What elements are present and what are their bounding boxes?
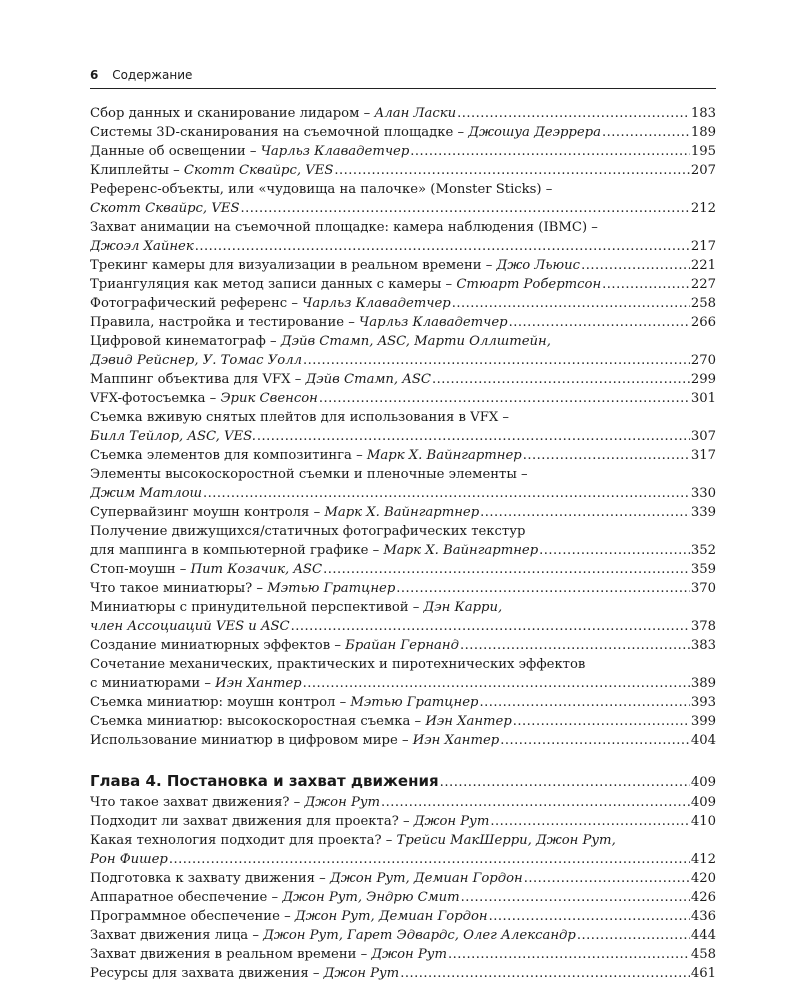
entry-page-number: 207 [690, 163, 716, 178]
entry-author: Джон Рут [371, 947, 447, 962]
toc-entry-text [90, 123, 601, 142]
dot-leader [480, 503, 690, 522]
toc-entry-line [90, 560, 716, 579]
entry-page-number: 227 [690, 277, 716, 292]
entry-title: Трекинг камеры для визуализации в реальном времени – [90, 258, 497, 273]
chapter-title: Глава 4. Постановка и захват движения [90, 772, 439, 790]
dot-leader [323, 560, 690, 579]
entry-title: Маппинг объектива для VFX – [90, 372, 306, 387]
dot-leader [490, 812, 690, 831]
entry-title: Триангуляция как метод записи данных с камеры – [90, 277, 457, 292]
toc-entry-line [90, 793, 716, 812]
toc-entry[interactable] [90, 218, 716, 256]
entry-title: Захват анимации на съемочной площадке: камера наблюдения (IBMC) – [90, 220, 598, 235]
entry-page-number: 378 [690, 619, 716, 634]
toc-entry-line [90, 313, 716, 332]
toc-entry-text [90, 831, 616, 850]
entry-page-number: 420 [690, 871, 716, 886]
entry-title: Референс-объекты, или «чудовища на палочке» (Monster Sticks) – [90, 182, 553, 197]
toc-entry[interactable] [90, 161, 716, 180]
toc-entry-line [90, 503, 716, 522]
entry-page-number: 299 [690, 372, 716, 387]
entry-title: Стоп-моушн – [90, 562, 191, 577]
toc-entry-line [90, 869, 716, 888]
toc-entry-line [90, 370, 716, 389]
dot-leader [319, 389, 690, 408]
toc-entry-text [90, 389, 318, 408]
entry-page-number: 409 [690, 795, 716, 810]
entry-title: Использование миниатюр в цифровом мире – [90, 733, 413, 748]
toc-entry-line [90, 427, 716, 446]
running-header [90, 66, 716, 89]
entry-title: Данные об освещении – [90, 144, 261, 159]
entry-author: Джон Рут [413, 814, 490, 829]
toc-entry-text [90, 693, 478, 712]
entry-author: Скотт Сквайрс, VES [90, 201, 240, 216]
toc-entry[interactable] [90, 793, 716, 812]
entry-author: член Ассоциаций VES и ASC [90, 619, 290, 634]
toc-entry-line [90, 888, 716, 907]
toc-entry-text [90, 332, 551, 351]
toc-entry-line [90, 294, 716, 313]
toc-entry[interactable] [90, 964, 716, 983]
toc-entry[interactable] [90, 332, 716, 370]
dot-leader [448, 945, 690, 964]
dot-leader [461, 888, 690, 907]
toc-entry-line [90, 812, 716, 831]
running-title: Содержание [112, 68, 193, 82]
entry-author: Марк Х. Вайнгартнер [324, 505, 480, 520]
entry-page-number: 258 [690, 296, 716, 311]
toc-entry[interactable] [90, 731, 716, 750]
chapter-page-number: 409 [690, 775, 716, 790]
toc-entry-text [90, 180, 552, 199]
entry-author: Рон Фишер [90, 852, 168, 867]
toc-entry-line [90, 104, 716, 123]
entry-title: Захват движения в реальном времени – [90, 947, 372, 962]
toc-entry-text [90, 294, 451, 313]
toc-entry-line [90, 831, 716, 850]
toc-entry-text [90, 964, 399, 983]
entry-title: Супервайзинг моушн контроля – [90, 505, 325, 520]
toc-entry[interactable] [90, 142, 716, 161]
entry-author: Марк Х. Вайнгартнер [383, 543, 539, 558]
toc-entry-text [90, 712, 512, 731]
toc-entry-text [90, 850, 168, 869]
dot-leader [203, 484, 690, 503]
entry-title: Создание миниатюрных эффектов – [90, 638, 346, 653]
entry-page-number: 217 [690, 239, 716, 254]
entry-author: Джон Рут, Демиан Гордон [329, 871, 523, 886]
entry-author: Чарльз Клавадетчер [302, 296, 451, 311]
toc-entry-line [90, 522, 716, 541]
entry-author: Джон Рут [323, 966, 400, 981]
toc-entry-line [90, 617, 716, 636]
toc-entry-text [90, 926, 576, 945]
toc-entry-line [90, 161, 716, 180]
toc-entry[interactable] [90, 888, 716, 907]
entry-title: для маппинга в компьютерной графике – [90, 543, 384, 558]
entry-title: Что такое захват движения? – [90, 795, 305, 810]
toc-entry-text [90, 907, 488, 926]
entry-page-number: 352 [690, 543, 716, 558]
entry-page-number: 404 [690, 733, 716, 748]
table-of-contents [90, 104, 716, 983]
toc-entry-line [90, 926, 716, 945]
entry-title: Захват движения лица – [90, 928, 264, 943]
toc-entry-line [90, 674, 716, 693]
entry-page-number: 458 [690, 947, 716, 962]
entry-author: Дэвид Рейснер, У. Томас Уолл [90, 353, 302, 368]
entry-page-number: 399 [690, 714, 716, 729]
entry-title: Элементы высокоскоростной съемки и пленочные элементы – [90, 467, 528, 482]
entry-author: Джим Матлош [90, 486, 203, 501]
entry-page-number: 270 [690, 353, 716, 368]
dot-leader [440, 771, 690, 795]
toc-entry-text [90, 446, 522, 465]
toc-entry-line [90, 351, 716, 370]
toc-entry[interactable] [90, 926, 716, 945]
toc-entry[interactable] [90, 579, 716, 598]
entry-title: Ресурсы для захвата движения – [90, 966, 324, 981]
toc-entry[interactable] [90, 180, 716, 218]
toc-entry[interactable] [90, 560, 716, 579]
toc-entry-text [90, 522, 525, 541]
dot-leader [479, 693, 689, 712]
entry-page-number: 266 [690, 315, 716, 330]
entry-title: Фотографический референс – [90, 296, 303, 311]
dot-leader [513, 712, 690, 731]
toc-entry-line [90, 693, 716, 712]
entry-title: Получение движущихся/статичных фотографических текстур [90, 524, 526, 539]
toc-entry[interactable] [90, 389, 716, 408]
toc-entry-text [90, 869, 523, 888]
entry-page-number: 307 [690, 429, 716, 444]
entry-title: Системы 3D-сканирования на съемочной площадке – [90, 125, 469, 140]
dot-leader [500, 731, 690, 750]
toc-entry[interactable] [90, 598, 716, 636]
toc-entry-text [90, 579, 395, 598]
entry-title: Какая технология подходит для проекта? – [90, 833, 397, 848]
toc-entry-line [90, 275, 716, 294]
dot-leader [577, 926, 690, 945]
toc-entry[interactable] [90, 693, 716, 712]
entry-page-number: 195 [690, 144, 716, 159]
toc-entry-text [90, 408, 509, 427]
dot-leader [489, 907, 690, 926]
toc-entry-text [90, 731, 499, 750]
entry-author: Дэйв Стамп, ASC, Марти Оллштейн, [280, 334, 551, 349]
entry-author: Джо Льюис [496, 258, 581, 273]
entry-author: Брайан Гернанд [345, 638, 459, 653]
toc-entry-text [90, 674, 302, 693]
toc-entry-line [90, 446, 716, 465]
entry-author: Билл Тейлор, ASC, VES. [90, 429, 256, 444]
dot-leader [539, 541, 690, 560]
entry-page-number: 317 [690, 448, 716, 463]
entry-title: Подготовка к захвату движения – [90, 871, 330, 886]
dot-leader [523, 446, 690, 465]
dot-leader [396, 579, 690, 598]
toc-entry-line [90, 408, 716, 427]
toc-entry-text [90, 636, 459, 655]
toc-entry-line [90, 218, 716, 237]
toc-entry-text [90, 218, 598, 237]
toc-entry-text [90, 370, 431, 389]
entry-title: Съемка миниатюр: высокоскоростная съемка – [90, 714, 426, 729]
toc-entry-line [90, 731, 716, 750]
toc-entry[interactable] [90, 812, 716, 831]
entry-page-number: 389 [690, 676, 716, 691]
entry-title: Правила, настройка и тестирование – [90, 315, 360, 330]
toc-entry[interactable] [90, 522, 716, 560]
dot-leader [257, 427, 690, 446]
toc-entry[interactable] [90, 869, 716, 888]
entry-page-number: 393 [690, 695, 716, 710]
entry-title: Съемка элементов для композитинга – [90, 448, 367, 463]
chapter-heading[interactable] [90, 769, 716, 793]
dot-leader [581, 256, 690, 275]
entry-page-number: 301 [690, 391, 716, 406]
toc-entry-text [90, 465, 528, 484]
entry-title: с миниатюрами – [90, 676, 216, 691]
entry-page-number: 183 [690, 106, 716, 121]
toc-entry-text [90, 104, 456, 123]
toc-entry-text [90, 503, 479, 522]
toc-entry-text [90, 655, 585, 674]
dot-leader [460, 636, 690, 655]
entry-title: Сочетание механических, практических и пиротехнических эффектов [90, 657, 586, 672]
toc-entry-line [90, 541, 716, 560]
toc-entry[interactable] [90, 465, 716, 503]
toc-entry-text [90, 427, 256, 446]
entry-title: Программное обеспечение – [90, 909, 295, 924]
toc-entry-line [90, 332, 716, 351]
dot-leader [410, 142, 690, 161]
toc-entry[interactable] [90, 503, 716, 522]
toc-entry-text [90, 142, 409, 161]
toc-entry[interactable] [90, 313, 716, 332]
toc-entry-line [90, 142, 716, 161]
toc-entry-line [90, 484, 716, 503]
toc-entry-text [90, 256, 580, 275]
toc-entry[interactable] [90, 446, 716, 465]
entry-title: Миниатюры с принудительной перспективой – [90, 600, 424, 615]
entry-author: Джон Рут, Демиан Гордон [294, 909, 488, 924]
dot-leader [509, 313, 690, 332]
toc-entry-text [90, 351, 302, 370]
entry-author: Мэтью Гратцнер [267, 581, 396, 596]
entry-page-number: 412 [690, 852, 716, 867]
entry-author: Джоэл Хайнек [90, 239, 194, 254]
dot-leader [381, 793, 690, 812]
dot-leader [602, 275, 690, 294]
entry-page-number: 339 [690, 505, 716, 520]
entry-title: Что такое миниатюры? – [90, 581, 268, 596]
entry-author: Иэн Хантер [412, 733, 500, 748]
toc-entry-line [90, 964, 716, 983]
toc-entry-line [90, 945, 716, 964]
entry-page-number: 444 [690, 928, 716, 943]
toc-entry-line [90, 256, 716, 275]
toc-entry-text [90, 313, 508, 332]
entry-author: Дэйв Стамп, ASC [305, 372, 431, 387]
entry-title: Съемка вживую снятых плейтов для использования в VFX – [90, 410, 510, 425]
entry-author: Эрик Свенсон [220, 391, 318, 406]
toc-entry-text [90, 541, 538, 560]
entry-author: Дэн Карри, [423, 600, 503, 615]
toc-entry-line [90, 389, 716, 408]
toc-entry-line [90, 636, 716, 655]
toc-entry-text [90, 598, 502, 617]
entry-author: Марк Х. Вайнгартнер [366, 448, 522, 463]
dot-leader [303, 674, 690, 693]
entry-page-number: 330 [690, 486, 716, 501]
entry-title: Клиплейты – [90, 163, 184, 178]
toc-entry-line [90, 712, 716, 731]
entry-page-number: 370 [690, 581, 716, 596]
toc-entry-line [90, 180, 716, 199]
toc-entry-text [90, 237, 194, 256]
entry-author: Джон Рут, Гарет Эдвардс, Олег Александр [263, 928, 576, 943]
toc-entry-text [90, 484, 202, 503]
toc-entry-text [90, 161, 333, 180]
toc-entry-line [90, 579, 716, 598]
entry-page-number: 410 [690, 814, 716, 829]
toc-entry[interactable] [90, 907, 716, 926]
toc-entry-text [90, 617, 290, 636]
toc-entry-text [90, 945, 447, 964]
entry-page-number: 359 [690, 562, 716, 577]
dot-leader [452, 294, 690, 313]
toc-entry-text [90, 275, 601, 294]
entry-title: Аппаратное обеспечение – [90, 890, 283, 905]
entry-page-number: 221 [690, 258, 716, 273]
toc-entry[interactable] [90, 655, 716, 693]
toc-entry-line [90, 199, 716, 218]
entry-page-number: 383 [690, 638, 716, 653]
toc-entry-text [90, 560, 322, 579]
dot-leader [457, 104, 690, 123]
entry-page-number: 461 [690, 966, 716, 981]
entry-author: Чарльз Клавадетчер [260, 144, 410, 159]
dot-leader [241, 199, 690, 218]
page-number: 6 [90, 68, 99, 82]
toc-entry-line [90, 655, 716, 674]
entry-page-number: 212 [690, 201, 716, 216]
toc-entry-text [90, 793, 380, 812]
dot-leader [400, 964, 690, 983]
toc-entry-line [90, 465, 716, 484]
toc-entry[interactable] [90, 712, 716, 731]
dot-leader [432, 370, 690, 389]
toc-entry[interactable] [90, 636, 716, 655]
entry-author: Чарльз Клавадетчер [359, 315, 508, 330]
dot-leader [303, 351, 690, 370]
entry-title: Цифровой кинематограф – [90, 334, 281, 349]
toc-entry-line [90, 123, 716, 142]
toc-entry[interactable] [90, 945, 716, 964]
entry-title: Сбор данных и сканирование лидаром – [90, 106, 375, 121]
entry-author: Стюарт Робертсон [456, 277, 602, 292]
toc-entry[interactable] [90, 123, 716, 142]
toc-entry[interactable] [90, 275, 716, 294]
toc-entry[interactable] [90, 294, 716, 313]
entry-author: Иэн Хантер [425, 714, 512, 729]
toc-entry-text [90, 812, 489, 831]
toc-entry-line [90, 907, 716, 926]
entry-page-number: 426 [690, 890, 716, 905]
entry-title: Съемка миниатюр: моушн контрол – [90, 695, 351, 710]
toc-entry[interactable] [90, 370, 716, 389]
entry-author: Алан Ласки [374, 106, 457, 121]
dot-leader [334, 161, 689, 180]
section-spacer [90, 750, 716, 769]
entry-author: Джон Рут [304, 795, 381, 810]
entry-author: Джошуа Деэррера [468, 125, 601, 140]
toc-entry[interactable] [90, 256, 716, 275]
entry-author: Скотт Сквайрс, VES [183, 163, 334, 178]
entry-page-number: 189 [690, 125, 716, 140]
entry-title: Подходит ли захват движения для проекта? – [90, 814, 414, 829]
entry-author: Трейси МакШерри, Джон Рут, [396, 833, 616, 848]
toc-entry-text [90, 199, 240, 218]
toc-entry-line [90, 237, 716, 256]
toc-entry-line [90, 850, 716, 869]
dot-leader [524, 869, 690, 888]
toc-entry-text [90, 888, 460, 907]
dot-leader [291, 617, 690, 636]
toc-entry[interactable] [90, 831, 716, 869]
dot-leader [169, 850, 690, 869]
toc-entry[interactable] [90, 408, 716, 446]
dot-leader [195, 237, 690, 256]
entry-author: Иэн Хантер [215, 676, 302, 691]
entry-title: VFX-фотосъемка – [90, 391, 221, 406]
toc-entry-line [90, 598, 716, 617]
entry-author: Джон Рут, Эндрю Смит [282, 890, 460, 905]
entry-author: Пит Козачик, ASC [190, 562, 323, 577]
toc-entry[interactable] [90, 104, 716, 123]
dot-leader [602, 123, 690, 142]
entry-author: Мэтью Гратцнер [350, 695, 479, 710]
entry-page-number: 436 [690, 909, 716, 924]
